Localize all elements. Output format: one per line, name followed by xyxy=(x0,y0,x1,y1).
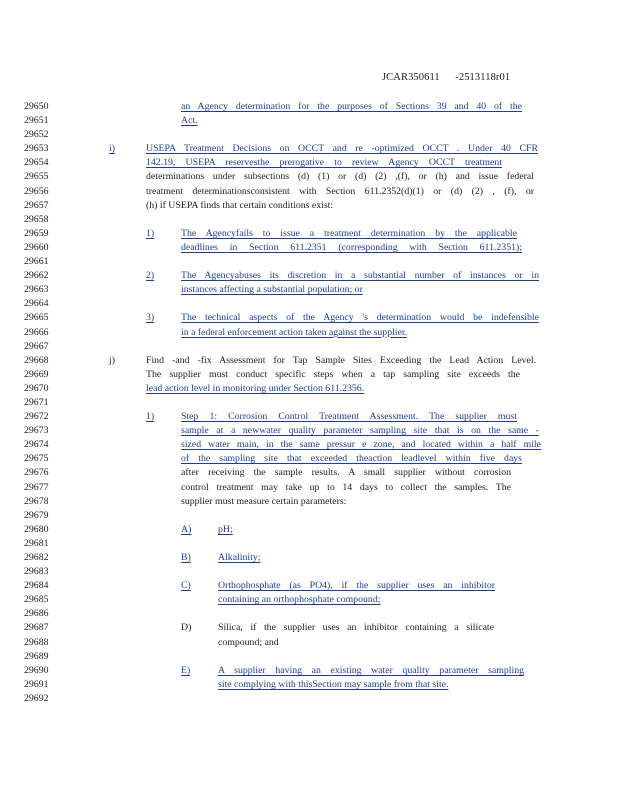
line-number: 29652 xyxy=(24,129,49,141)
list-label-d: D) xyxy=(181,622,192,634)
line-number: 29660 xyxy=(24,241,49,253)
body-line: control treatment may take up to 14 days to collect the samples. The xyxy=(181,481,511,493)
body-line: The supplier must conduct specific steps when a tap sampling site exceeds the xyxy=(146,368,520,380)
line-number: 29692 xyxy=(24,692,49,704)
line-number: 29663 xyxy=(24,284,49,296)
line-number: 29681 xyxy=(24,537,49,549)
body-line: compound; and xyxy=(218,636,279,648)
page-header xyxy=(382,72,510,83)
line-number: 29683 xyxy=(24,566,49,578)
body-line: supplier must measure certain parameters: xyxy=(181,495,347,507)
list-label-e: E) xyxy=(181,664,191,676)
body-line: The Agencyfails to issue a treatment determination by the applicable xyxy=(181,227,517,239)
body-line: Act. xyxy=(181,115,198,127)
body-line: lead action level in monitoring under Section 611.2356. xyxy=(146,382,365,394)
body-line: containing an orthophosphate compound; xyxy=(218,594,381,606)
document-id: JCAR350611 xyxy=(382,72,440,83)
line-number: 29689 xyxy=(24,650,49,662)
line-number: 29658 xyxy=(24,213,49,225)
list-label-step-1: 1) xyxy=(146,411,155,423)
body-line: Alkalinity; xyxy=(218,552,261,563)
line-number: 29667 xyxy=(24,340,49,352)
list-label-c: C) xyxy=(181,580,191,592)
list-label-3: 3) xyxy=(146,312,155,324)
list-label-a: A) xyxy=(181,523,192,535)
body-line: in a federal enforcement action taken against the supplier. xyxy=(181,326,408,338)
line-number: 29688 xyxy=(24,636,49,648)
line-number: 29666 xyxy=(24,326,49,338)
body-line: of the sampling site that exceeded theaction leadlevel within five days xyxy=(181,453,522,465)
line-number: 29650 xyxy=(24,101,49,112)
body-line: treatment determinationsconsistent with Section 611.2352(d)(1) or (d) (2) , (f), or xyxy=(146,185,534,197)
body-line: site complying with thisSection may sample from that site. xyxy=(218,678,449,690)
document-body xyxy=(0,100,618,706)
line-number: 29682 xyxy=(24,552,49,563)
line-number: 29668 xyxy=(24,354,49,366)
list-label-1: 1) xyxy=(146,227,155,239)
body-line: sized water main, in the same pressur e zone, and located within a half mile xyxy=(181,439,541,451)
line-number: 29670 xyxy=(24,382,49,394)
body-line: after receiving the sample results. A small supplier without corrosion xyxy=(181,467,511,479)
line-number: 29671 xyxy=(24,396,49,408)
line-number: 29679 xyxy=(24,509,49,521)
line-number: 29686 xyxy=(24,608,49,620)
line-number: 29656 xyxy=(24,185,49,197)
body-line: an Agency determination for the purposes of Sections 39 and 40 of the xyxy=(181,101,522,112)
line-number: 29675 xyxy=(24,453,49,465)
body-line: 142.19, USEPA reservesthe prerogative to review Agency OCCT treatment xyxy=(146,157,502,169)
line-number: 29651 xyxy=(24,115,49,127)
line-number: 29665 xyxy=(24,312,49,324)
line-number: 29657 xyxy=(24,199,49,211)
line-number: 29680 xyxy=(24,523,49,535)
body-line: pH; xyxy=(218,523,233,535)
body-line: Orthophosphate (as PO4), if the supplier uses an inhibitor xyxy=(218,580,495,592)
line-number: 29678 xyxy=(24,495,49,507)
line-number: 29654 xyxy=(24,157,49,169)
line-number: 29669 xyxy=(24,368,49,380)
line-number: 29690 xyxy=(24,664,49,676)
line-number: 29687 xyxy=(24,622,49,634)
body-line: deadlines in Section 611.2351 (corresponding with Section 611.2351); xyxy=(181,241,522,253)
list-label-2: 2) xyxy=(146,270,155,282)
subsection-label-j: j) xyxy=(109,354,115,366)
body-line: The Agencyabuses its discretion in a substantial number of instances or in xyxy=(181,270,539,282)
line-number: 29653 xyxy=(24,143,49,155)
body-line: determinations under subsections (d) (1) or (d) (2) ,(f), or (h) and issue federal xyxy=(146,171,534,183)
line-number: 29691 xyxy=(24,678,49,690)
revision-code: -2513118r01 xyxy=(455,72,511,83)
body-line: Step 1: Corrosion Control Treatment Assessment. The supplier must xyxy=(181,411,517,423)
line-number: 29674 xyxy=(24,439,49,451)
line-number: 29677 xyxy=(24,481,49,493)
body-line: (h) if USEPA finds that certain conditions exist: xyxy=(146,199,334,211)
list-label-b: B) xyxy=(181,552,191,563)
body-line: Find -and -fix Assessment for Tap Sample Sites Exceeding the Lead Action Level. xyxy=(146,354,536,366)
line-number: 29661 xyxy=(24,256,49,268)
line-number: 29664 xyxy=(24,298,49,310)
line-number: 29659 xyxy=(24,227,49,239)
line-number: 29676 xyxy=(24,467,49,479)
body-line: instances affecting a substantial population; or xyxy=(181,284,363,296)
line-number: 29685 xyxy=(24,594,49,606)
subsection-label-i: i) xyxy=(109,143,115,155)
body-line: USEPA Treatment Decisions on OCCT and re -optimized OCCT . Under 40 CFR xyxy=(146,143,538,155)
line-number: 29655 xyxy=(24,171,49,183)
line-number: 29684 xyxy=(24,580,49,592)
line-number: 29662 xyxy=(24,270,49,282)
body-line: A supplier having an existing water quality parameter sampling xyxy=(218,664,524,676)
body-line: Silica, if the supplier uses an inhibitor containing a silicate xyxy=(218,622,494,634)
body-line: The technical aspects of the Agency 's determination would be indefensible xyxy=(181,312,539,324)
body-line: sample at a newwater quality parameter sampling site that is on the same - xyxy=(181,425,539,437)
line-number: 29672 xyxy=(24,411,49,423)
line-number: 29673 xyxy=(24,425,49,437)
